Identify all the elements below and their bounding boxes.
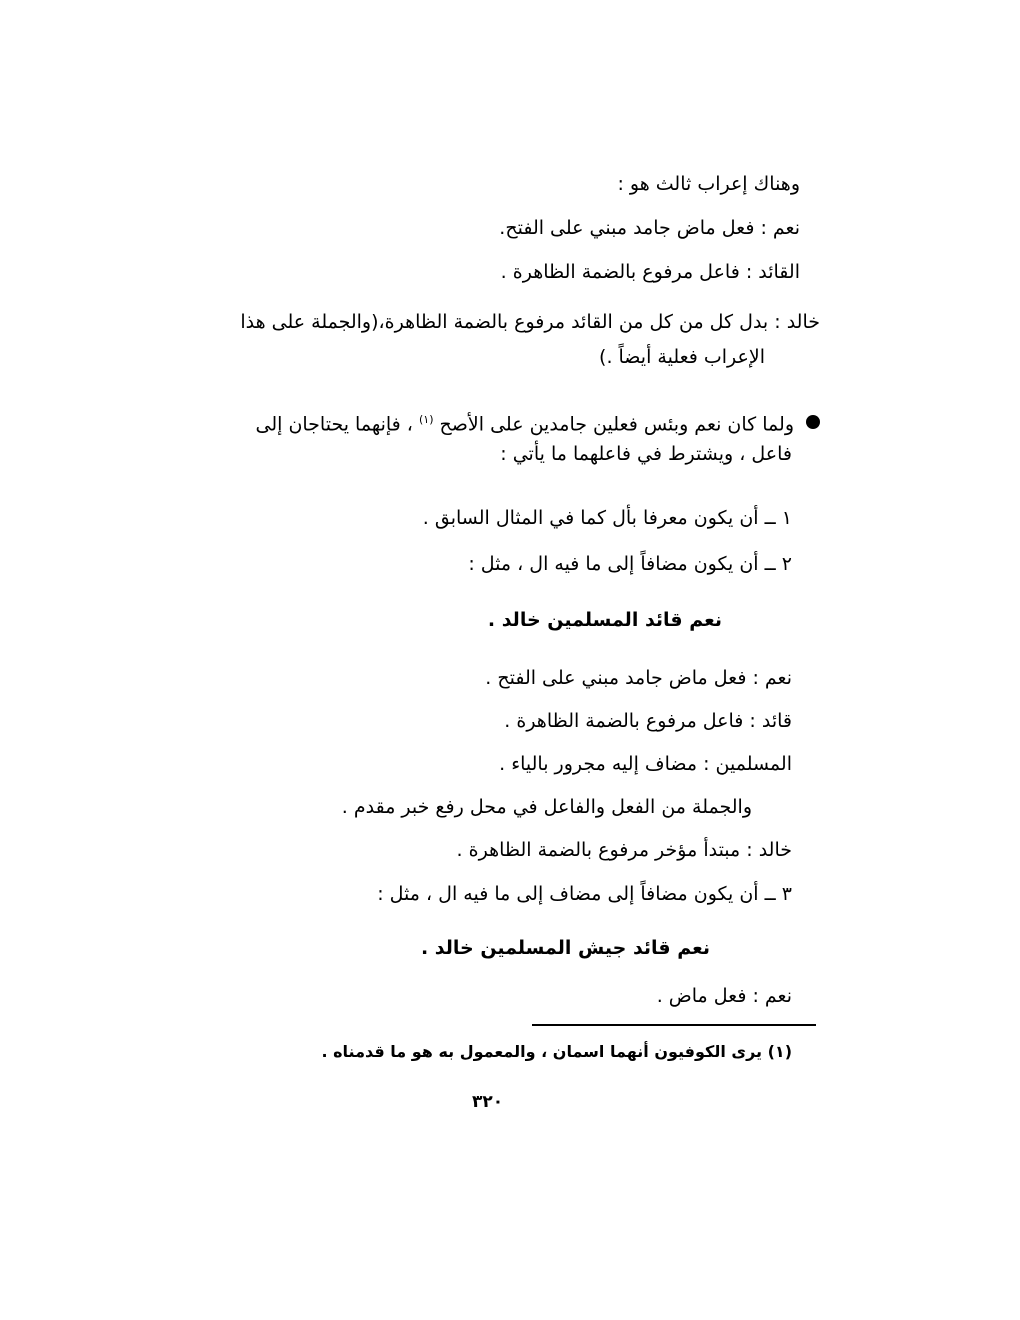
text-line — [256, 406, 795, 438]
text-segment: ، فإنهما يحتاجان إلى — [255, 413, 413, 436]
footnote-divider — [532, 1024, 816, 1026]
list-item: ٣ ــ أن يكون مضافاً إلى مضاف إلى ما فيه ال ، مثل : — [377, 883, 792, 905]
text-line: قائد : فاعل مرفوع بالضمة الظاهرة . — [504, 710, 792, 732]
text-line: المسلمين : مضاف إليه مجرور بالياء . — [499, 753, 792, 775]
text-line: فاعل ، ويشترط في فاعلهما ما يأتي : — [500, 443, 792, 465]
list-item: ٢ ــ أن يكون مضافاً إلى ما فيه ال ، مثل : — [468, 553, 792, 575]
footnote-marker[interactable]: (١) — [418, 413, 434, 426]
text-line: نعم : فعل ماض جامد مبني على الفتح . — [485, 667, 792, 689]
text-line: وهناك إعراب ثالث هو : — [617, 173, 800, 195]
footnote: (١) يرى الكوفيون أنهما اسمان ، والمعمول به هو ما قدمناه . — [321, 1042, 792, 1061]
text-line: خالد : بدل كل من كل من القائد مرفوع بالضمة الظاهرة،(والجملة على هذا — [240, 311, 820, 333]
example-sentence: نعم قائد جيش المسلمين خالد . — [420, 937, 710, 959]
page-number: ٣٢٠ — [472, 1092, 504, 1112]
text-line: الإعراب فعلية أيضاً .) — [599, 346, 765, 368]
example-sentence: نعم قائد المسلمين خالد . — [487, 609, 722, 631]
text-line: والجملة من الفعل والفاعل في محل رفع خبر مقدم . — [341, 796, 752, 818]
text-line: القائد : فاعل مرفوع بالضمة الظاهرة . — [500, 261, 800, 283]
bullet-icon — [806, 415, 820, 429]
text-line: نعم : فعل ماض جامد مبني على الفتح. — [499, 217, 800, 239]
text-line: نعم : فعل ماض . — [656, 985, 792, 1007]
text-line: خالد : مبتدأ مؤخر مرفوع بالضمة الظاهرة . — [456, 839, 792, 861]
list-item: ١ ــ أن يكون معرفا بأل كما في المثال السابق . — [422, 507, 792, 529]
text-segment: ولما كان نعم وبئس فعلين جامدين على الأصح — [439, 413, 794, 436]
